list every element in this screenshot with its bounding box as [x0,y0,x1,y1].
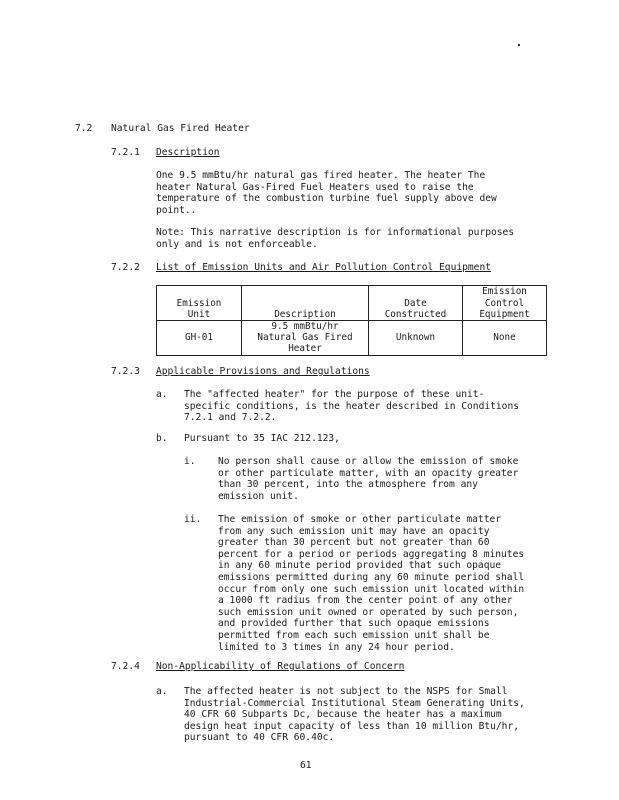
paragraph-line: No person shall cause or allow the emission of smoke [218,456,519,467]
description-paragraph [156,170,497,216]
paragraph-line: specific conditions, is the heater described in Conditions [184,400,520,412]
description-note [156,227,514,250]
applicable-a-paragraph [184,389,519,424]
subsection-number-non-applicability: 7.2.4 [111,661,140,672]
paragraph-line: greater than 30 percent but not greater than 60 [218,537,490,549]
item-marker-a: a. [156,389,168,400]
cell-line: Heater [288,343,322,355]
header-cell-control-equipment [463,286,547,321]
paragraph-line: 7.2.1 and 7.2.2. [184,412,277,424]
note-line: only and is not enforceable. [156,238,318,250]
cell-line: Unknown [395,332,436,344]
header-line: Constructed [384,308,447,320]
paragraph-line: design heat input capacity of less than 10 million Btu/hr, [184,720,520,732]
paragraph-line: in any 60 minute period provided that such opaque [218,560,502,572]
cell-description [242,321,369,356]
subsection-heading-applicable: Applicable Provisions and Regulations [156,366,370,377]
header-line: Emission [176,297,222,309]
subsection-number-list: 7.2.2 [111,262,140,273]
item-marker-ii: ii. [184,514,202,525]
paragraph-line: 40 CFR 60 Subparts Dc, because the heater has a maximum [184,709,502,721]
cell-line: None [493,332,516,344]
cell-line: Natural Gas Fired [257,332,353,344]
paragraph-line: pursuant to 40 CFR 60.40c. [184,732,335,744]
description-line: point.. [156,204,197,216]
item-marker-b: b. [156,433,168,444]
applicable-ii-paragraph [218,514,524,653]
header-line: Description [274,308,336,320]
scan-artifact-dot [518,44,520,46]
paragraph-line: emission unit. [218,490,299,502]
subsection-heading-list: List of Emission Units and Air Pollution Control Equipment [156,262,492,273]
paragraph-line: The affected heater is not subject to the NSPS for Small [184,686,508,697]
section-title: Natural Gas Fired Heater [111,123,250,134]
cell-unit-id [157,321,242,356]
header-cell-description [242,286,369,321]
cell-line: 9.5 mmBtu/hr [271,321,339,332]
paragraph-line: emissions permitted during any 60 minute period shall [218,571,525,583]
paragraph-line: such emission unit owned or operated by such person, [218,606,519,618]
description-line: heater Natural Gas-Fired Fuel Heaters used to raise the [156,181,474,193]
cell-date-constructed [369,321,463,356]
header-line: Equipment [479,308,530,320]
header-cell-emission-unit [157,286,242,321]
table-header-row [157,286,547,321]
paragraph-line: The emission of smoke or other particulate matter [218,514,502,525]
page-number: 61 [300,760,312,771]
paragraph-line: than 30 percent, into the atmosphere from any [218,479,478,491]
section-number: 7.2 [75,123,93,134]
cell-line: GH-01 [185,332,213,344]
paragraph-line: permitted from each such emission unit shall be [218,629,490,641]
paragraph-line: from any such emission unit may have an opacity [218,525,490,537]
paragraph-line: limited to 3 times in any 24 hour period. [218,641,455,653]
non-applicability-a-paragraph [184,686,525,744]
item-marker-i: i. [184,456,196,467]
subsection-heading-non-applicability: Non-Applicability of Regulations of Concern [156,661,405,672]
header-line: Unit [187,308,211,320]
header-line: Control [484,297,525,309]
paragraph-line: percent for a period or periods aggregating 8 minutes [218,548,525,560]
header-line: Date [404,297,427,309]
applicable-b-text: Pursuant to 35 IAC 212.123, [184,433,340,444]
paragraph-line: a 1000 ft radius from the center point of any other [218,595,513,607]
item-marker-a: a. [156,686,168,697]
cell-control-equipment [463,321,547,356]
applicable-i-paragraph [218,456,518,502]
paragraph-line: and provided further that such opaque emissions [218,618,490,630]
paragraph-line: The "affected heater" for the purpose of these unit- [184,389,485,400]
header-cell-date-constructed [369,286,463,321]
paragraph-line: occur from only one such emission unit located within [218,583,525,595]
emission-units-table [156,285,547,356]
subsection-number-applicable: 7.2.3 [111,366,140,377]
subsection-number-description: 7.2.1 [111,147,140,158]
paragraph-line: Industrial-Commercial Institutional Steam Generating Units, [184,697,525,709]
table-row [157,321,547,356]
note-line: Note: This narrative description is for informational purposes [156,227,515,238]
subsection-heading-description: Description [156,147,220,158]
description-line: temperature of the combustion turbine fuel supply above dew [156,193,497,205]
description-line: One 9.5 mmBtu/hr natural gas fired heater. The heater The [156,170,486,181]
paragraph-line: or other particulate matter, with an opacity greater [218,467,519,479]
header-line: Emission [482,286,527,298]
